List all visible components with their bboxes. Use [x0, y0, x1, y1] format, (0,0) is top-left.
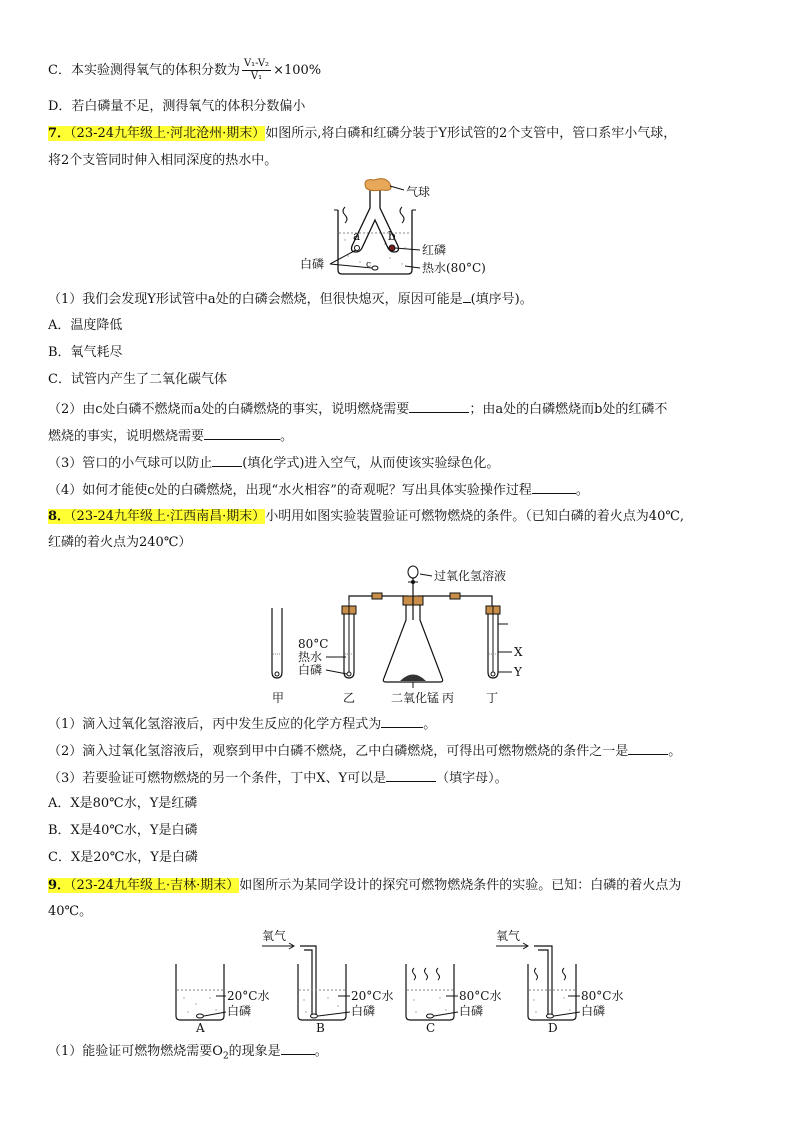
q7-header-highlight: 7．（23-24九年级上·河北沧州·期末） [48, 126, 266, 141]
answer-blank[interactable] [386, 768, 436, 782]
label-white-phosphorus: 白磷 [581, 1004, 606, 1018]
answer-blank[interactable] [532, 480, 576, 494]
label-c: c [366, 260, 372, 270]
label-d: D [548, 1021, 558, 1034]
q7-option-b: B．氧气耗尽 [48, 345, 123, 360]
label-x: X [514, 645, 523, 659]
q8-header-highlight: 8．（23-24九年级上·江西南昌·期末） [48, 509, 266, 524]
beaker-d [496, 928, 623, 1034]
answer-blank[interactable] [204, 426, 280, 440]
label-a: A [196, 1021, 205, 1034]
label-bing: 丙 [442, 691, 455, 705]
q7-stem: 7．（23-24九年级上·河北沧州·期末）如图所示,将白磷和红磷分装于Y形试管的2个支管中，管口系牢小气球， [48, 126, 677, 141]
label-hot-water: 热水 [298, 650, 323, 664]
label-white-phosphorus: 白磷 [298, 663, 323, 677]
q7-part3: （3）管口的小气球可以防止 (填化学式)进入空气，从而使该实验绿色化。 [48, 453, 754, 473]
label-white-phosphorus: 白磷 [351, 1004, 376, 1018]
answer-blank[interactable] [628, 741, 668, 755]
q7-part2-cont: 燃烧的事实，说明燃烧需要 。 [48, 426, 754, 446]
label-balloon: 气球 [406, 185, 431, 199]
q8-stem: 8．（23-24九年级上·江西南昌·期末）小明用如图实验装置验证可燃物燃烧的条件。（已知白磷的着火点为40℃, [48, 509, 685, 524]
q6-option-d: D．若白磷量不足，测得氧气的体积分数偏小 [48, 99, 306, 114]
q9-stem-2: 40℃。 [48, 904, 93, 919]
q9-header-highlight: 9．（23-24九年级上·吉林·期末） [48, 878, 240, 893]
beaker-a [176, 964, 269, 1034]
label-80c-water: 80°C水 [459, 989, 502, 1003]
label-white-phosphorus: 白磷 [300, 257, 325, 271]
label-a: a [353, 229, 361, 243]
beaker-b [262, 928, 393, 1034]
q8-part2: （2）滴入过氧化氢溶液后，观察到甲中白磷不燃烧，乙中白磷燃烧，可得出可燃物燃烧的条件之一是 。 [48, 741, 754, 761]
label-hot-water: 热水(80°C) [422, 261, 486, 275]
label-yi: 乙 [343, 691, 356, 705]
q7-option-a: A．温度降低 [48, 318, 123, 333]
answer-blank[interactable] [212, 453, 242, 467]
q9-stem: 9．（23-24九年级上·吉林·期末）如图所示为某同学设计的探究可燃物燃烧条件的实验。已知：白磷的着火点为 [48, 878, 682, 893]
q8-option-b: B．X是40℃水，Y是白磷 [48, 823, 198, 838]
label-80c-water: 80°C水 [581, 989, 624, 1003]
label-y: Y [514, 665, 522, 679]
q8-option-c: C．X是20℃水，Y是白磷 [48, 850, 198, 865]
label-white-phosphorus: 白磷 [227, 1004, 252, 1018]
q7-option-c: C．试管内产生了二氧化碳气体 [48, 372, 227, 387]
label-ding: 丁 [486, 691, 499, 705]
q7-figure [300, 178, 500, 280]
q8-figure [260, 560, 540, 708]
q6-option-c: C．本实验测得氧气的体积分数为 $\frac{\text{V₁-V₂}}{\text{V₁}}$ ×100% [48, 58, 322, 82]
label-b: B [316, 1021, 325, 1034]
q7-part2: （2）由c处白磷不燃烧而a处的白磷燃烧的事实，说明燃烧需要 ；由a处的白磷燃烧而b处的红磷不 [48, 399, 754, 419]
label-b: b [388, 229, 396, 243]
q9-part1: （1）能验证可燃物燃烧需要$O_2$的现象是 。 [48, 1041, 754, 1066]
label-oxygen: 氧气 [262, 929, 287, 943]
label-oxygen: 氧气 [496, 929, 521, 943]
q7-part4: （4）如何才能使c处的白磷燃烧，出现“水火相容”的奇观呢？写出具体实验操作过程 。 [48, 480, 754, 500]
answer-blank[interactable] [281, 1041, 315, 1055]
label-mno2: 二氧化锰 [391, 691, 440, 705]
q7-stem-2: 将2个支管同时伸入相同深度的热水中。 [48, 153, 278, 168]
label-c: C [426, 1021, 436, 1034]
answer-blank[interactable] [381, 714, 423, 728]
q7-part1: （1）我们会发现Y形试管中a处的白磷会燃烧，但很快熄灭，原因可能是 (填序号)。 [48, 289, 754, 309]
answer-blank[interactable] [409, 399, 469, 413]
label-h2o2: 过氧化氢溶液 [434, 569, 507, 583]
q8-stem-2: 红磷的着火点为240℃） [48, 535, 192, 550]
q8-part3: （3）若要验证可燃物燃烧的另一个条件，丁中X、Y可以是 （填字母）。 [48, 768, 754, 788]
label-20c-water: 20°C水 [351, 989, 394, 1003]
q9-figure [170, 926, 640, 1034]
q8-option-a: A．X是80℃水，Y是红磷 [48, 796, 198, 811]
fraction: $\frac{\text{V₁-V₂}}{\text{V₁}}$ [243, 58, 270, 82]
label-20c-water: 20°C水 [227, 989, 270, 1003]
label-jia: 甲 [272, 691, 285, 705]
label-white-phosphorus: 白磷 [459, 1004, 484, 1018]
label-red-phosphorus: 红磷 [422, 243, 447, 257]
answer-blank[interactable] [463, 289, 471, 303]
q8-part1: （1）滴入过氧化氢溶液后，丙中发生反应的化学方程式为 。 [48, 714, 754, 734]
label-80c: 80°C [298, 637, 329, 651]
beaker-c [406, 964, 501, 1034]
